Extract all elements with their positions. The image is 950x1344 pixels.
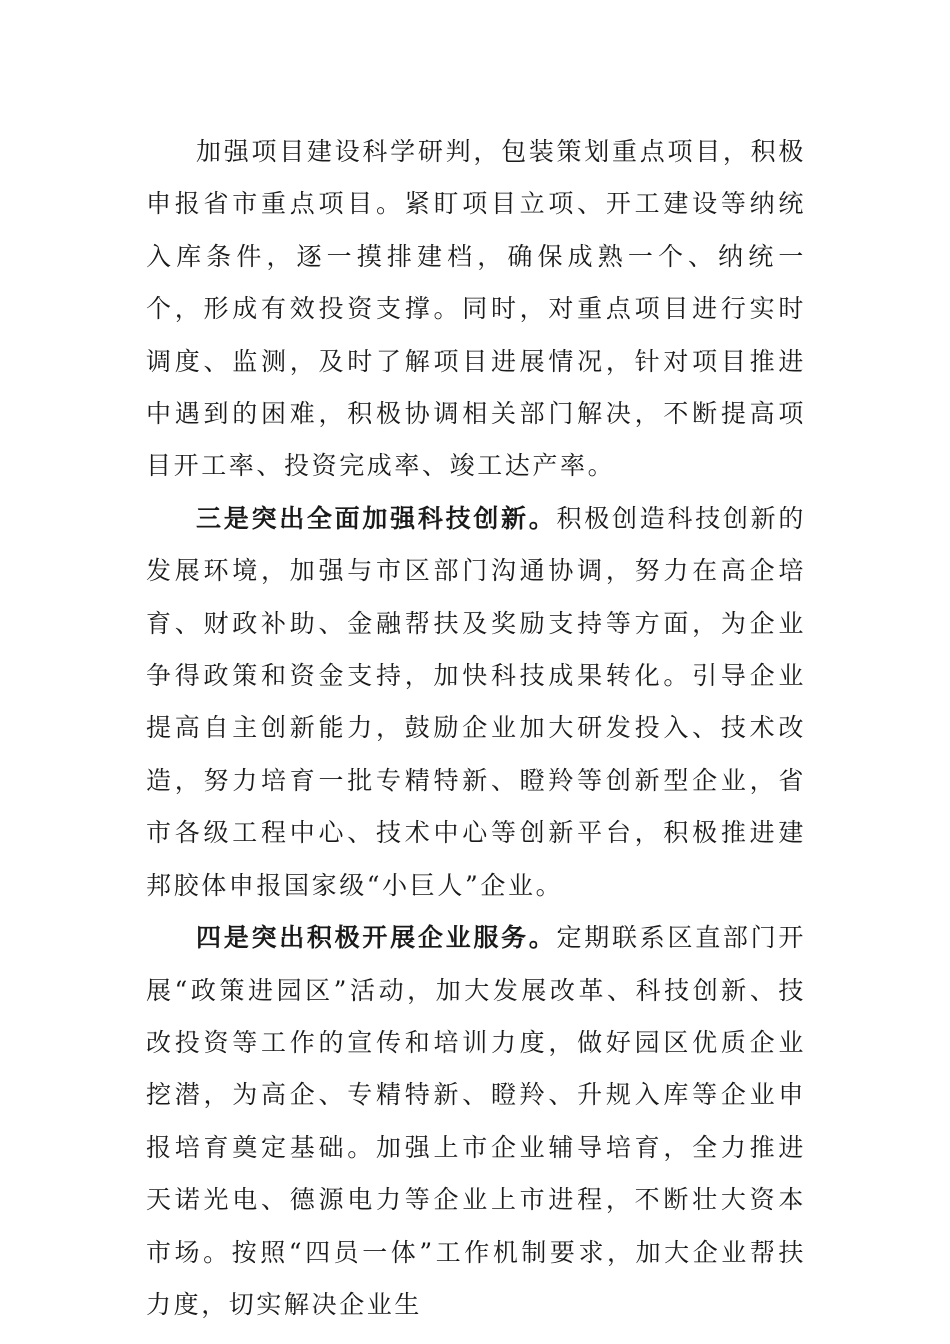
- paragraph-project-construction: [146, 126, 806, 493]
- paragraph-enterprise-service: [146, 912, 806, 1331]
- paragraph-text: 定期联系区直部门开展“政策进园区”活动，加大发展改革、科技创新、技改投资等工作的宣传和培训力度，做好园区优质企业挖潜，为高企、专精特新、瞪羚、升规入库等企业申报培育奠定基础。加强上市企业辅导培育，全力推进天诺光电、德源电力等企业上市进程，不断壮大资本市场。按照“四员一体”工作机制要求，加大企业帮扶力度，切实解决企业生: [146, 923, 806, 1319]
- paragraph-text: 加强项目建设科学研判，包装策划重点项目，积极申报省市重点项目。紧盯项目立项、开工建设等纳统入库条件，逐一摸排建档，确保成熟一个、纳统一个，形成有效投资支撑。同时，对重点项目进行实时调度、监测，及时了解项目进展情况，针对项目推进中遇到的困难，积极协调相关部门解决，不断提高项目开工率、投资完成率、竣工达产率。: [146, 137, 806, 481]
- paragraph-lead: 四是突出积极开展企业服务。: [196, 923, 557, 953]
- paragraph-tech-innovation: [146, 493, 806, 912]
- paragraph-text: 积极创造科技创新的发展环境，加强与市区部门沟通协调，努力在高企培育、财政补助、金融帮扶及奖励支持等方面，为企业争得政策和资金支持，加快科技成果转化。引导企业提高自主创新能力，鼓励企业加大研发投入、技术改造，努力培育一批专精特新、瞪羚等创新型企业，省市各级工程中心、技术中心等创新平台，积极推进建邦胶体申报国家级“小巨人”企业。: [146, 503, 806, 900]
- document-body: [146, 126, 806, 1331]
- paragraph-lead: 三是突出全面加强科技创新。: [196, 503, 557, 533]
